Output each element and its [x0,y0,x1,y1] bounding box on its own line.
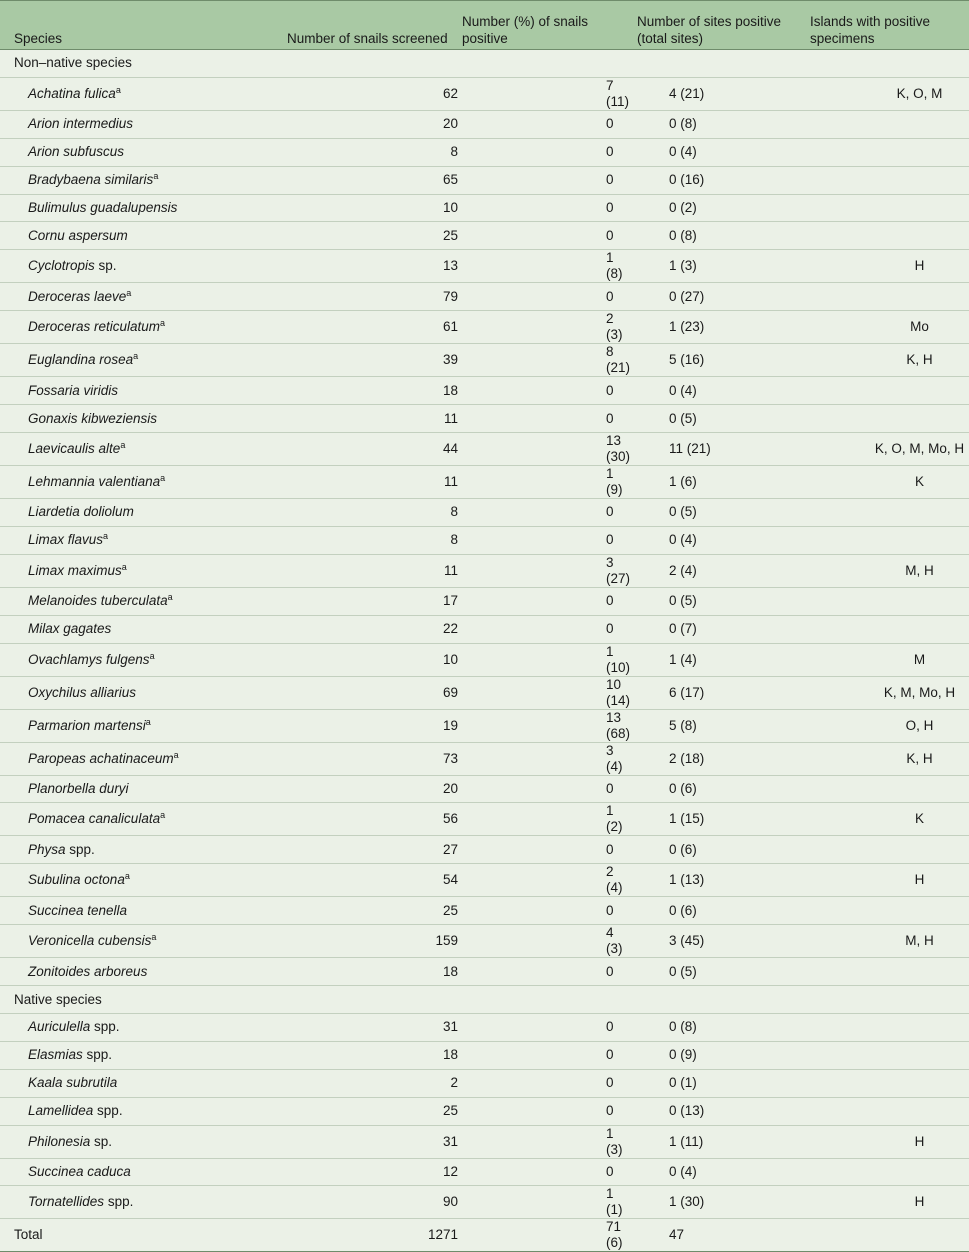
islands-cell [806,1041,969,1069]
species-cell [0,836,283,864]
header-positive: Number (%) of snails positive [458,1,633,50]
species-name: Planorbella duryi [28,781,129,797]
islands-cell: H [806,1125,969,1158]
table-row [0,1097,969,1125]
species-cell [0,1125,283,1158]
sites-cell: 5 (16) [633,344,806,377]
screened-cell: 2 [283,1069,458,1097]
sites-cell: 1 (15) [633,803,806,836]
positive-cell: 7 (11) [458,77,633,110]
islands-cell: M, H [806,554,969,587]
species-cell [0,742,283,775]
sites-cell: 0 (4) [633,138,806,166]
islands-cell [806,775,969,803]
sites-cell: 2 (4) [633,554,806,587]
positive-cell: 1 (8) [458,250,633,283]
positive-cell: 1 (3) [458,1125,633,1158]
species-cell [0,405,283,433]
islands-cell [806,1069,969,1097]
header-islands: Islands with positive specimens [806,1,969,50]
species-suffix: spp. [90,1019,120,1035]
sites-cell: 1 (4) [633,643,806,676]
sites-cell: 3 (45) [633,925,806,958]
positive-cell: 0 [458,775,633,803]
table-row [0,615,969,643]
islands-cell [806,377,969,405]
sites-cell: 0 (2) [633,194,806,222]
sites-cell: 6 (17) [633,676,806,709]
islands-cell: K [806,466,969,499]
screened-cell: 44 [283,433,458,466]
header-screened: Number of snails screened [283,1,458,50]
species-cell [0,138,283,166]
table-row [0,250,969,283]
screened-cell: 22 [283,615,458,643]
positive-cell: 1 (1) [458,1186,633,1219]
species-suffix: spp. [65,841,95,857]
species-cell [0,925,283,958]
sites-cell: 0 (8) [633,110,806,138]
sites-cell: 1 (11) [633,1125,806,1158]
group-label-nonnative: Non–native species [0,50,969,78]
species-name: Auriculella [28,1019,91,1035]
species-name: Deroceras laeve [28,288,127,304]
screened-cell: 54 [283,864,458,897]
table-row [0,803,969,836]
positive-cell: 3 (27) [458,554,633,587]
table-row [0,925,969,958]
species-name: Gonaxis kibweziensis [28,410,158,426]
table-row [0,709,969,742]
species-cell [0,803,283,836]
species-name: Pomacea canaliculata [28,811,161,827]
species-cell [0,222,283,250]
species-name: Oxychilus alliarius [28,684,137,700]
positive-cell: 0 [458,897,633,925]
species-name: Zonitoides arboreus [28,963,148,979]
species-cell [0,250,283,283]
islands-cell [806,526,969,554]
screened-cell: 13 [283,250,458,283]
footnote-marker: a [121,561,127,572]
total-row [0,1219,969,1252]
species-name: Lamellidea [28,1103,94,1119]
positive-cell: 0 [458,526,633,554]
table-row [0,1069,969,1097]
screened-cell: 65 [283,166,458,194]
screened-cell: 39 [283,344,458,377]
islands-cell: K [806,803,969,836]
table-row [0,311,969,344]
table-row [0,897,969,925]
sites-cell: 0 (4) [633,377,806,405]
footnote-marker: a [151,932,157,943]
screened-cell: 19 [283,709,458,742]
table-row [0,958,969,986]
table-row [0,643,969,676]
positive-cell: 0 [458,283,633,311]
sites-cell: 0 (5) [633,587,806,615]
table-row [0,77,969,110]
sites-cell: 0 (5) [633,499,806,527]
table-row [0,1186,969,1219]
sites-cell: 1 (23) [633,311,806,344]
islands-cell: H [806,1186,969,1219]
species-name: Limax flavus [28,532,104,548]
table-row [0,742,969,775]
species-name: Succinea tenella [28,902,128,918]
islands-cell [806,499,969,527]
footnote-marker: a [126,287,132,298]
screened-cell: 17 [283,587,458,615]
species-cell [0,77,283,110]
positive-cell: 0 [458,1014,633,1042]
species-suffix: sp. [90,1133,113,1149]
screened-cell: 61 [283,311,458,344]
table-row [0,166,969,194]
table-row [0,283,969,311]
positive-cell: 3 (4) [458,742,633,775]
islands-cell: M, H [806,925,969,958]
screened-cell: 73 [283,742,458,775]
sites-cell: 0 (7) [633,615,806,643]
species-cell [0,377,283,405]
species-name: Bradybaena similaris [28,172,154,188]
species-cell [0,283,283,311]
sites-cell: 4 (21) [633,77,806,110]
islands-cell [806,110,969,138]
species-suffix: spp. [93,1103,123,1119]
islands-cell: K, M, Mo, H [806,676,969,709]
species-cell [0,110,283,138]
screened-cell: 25 [283,1097,458,1125]
species-name: Philonesia [28,1133,91,1149]
footnote-marker: a [160,810,166,821]
table-row [0,526,969,554]
islands-cell [806,897,969,925]
sites-cell: 0 (13) [633,1097,806,1125]
positive-cell: 0 [458,166,633,194]
species-name: Ovachlamys fulgens [28,651,150,667]
header-sites: Number of sites positive (total sites) [633,1,806,50]
species-cell [0,166,283,194]
sites-cell: 0 (5) [633,958,806,986]
species-name: Arion intermedius [28,116,134,132]
footnote-marker: a [153,171,159,182]
species-cell [0,554,283,587]
islands-cell [806,138,969,166]
footnote-marker: a [133,351,139,362]
species-name: Paropeas achatinaceum [28,750,174,766]
group-label-native: Native species [0,986,969,1014]
group-row-nonnative [0,50,969,78]
sites-cell: 5 (8) [633,709,806,742]
screened-cell: 10 [283,194,458,222]
species-cell [0,1186,283,1219]
positive-cell: 2 (4) [458,864,633,897]
species-cell [0,615,283,643]
table-row [0,499,969,527]
islands-cell [806,222,969,250]
positive-cell: 0 [458,138,633,166]
islands-cell [806,283,969,311]
total-screened: 1271 [283,1219,458,1252]
screened-cell: 18 [283,1041,458,1069]
islands-cell [806,166,969,194]
species-name: Fossaria viridis [28,382,119,398]
positive-cell: 0 [458,405,633,433]
islands-cell [806,194,969,222]
footnote-marker: a [124,871,130,882]
islands-cell: K, H [806,344,969,377]
sites-cell: 0 (9) [633,1041,806,1069]
table-row [0,405,969,433]
species-cell [0,775,283,803]
screened-cell: 11 [283,554,458,587]
species-cell [0,1158,283,1186]
sites-cell: 0 (6) [633,836,806,864]
table-body [0,50,969,1252]
screened-cell: 8 [283,526,458,554]
screened-cell: 79 [283,283,458,311]
islands-cell: K, O, M [806,77,969,110]
table-row [0,587,969,615]
positive-cell: 0 [458,836,633,864]
islands-cell [806,1097,969,1125]
positive-cell: 0 [458,194,633,222]
species-cell [0,709,283,742]
species-name: Lehmannia valentiana [28,474,161,490]
positive-cell: 13 (30) [458,433,633,466]
screened-cell: 18 [283,958,458,986]
islands-cell [806,587,969,615]
table-row [0,1158,969,1186]
table-row [0,864,969,897]
sites-cell: 0 (5) [633,405,806,433]
islands-cell: Mo [806,311,969,344]
species-name: Physa [28,841,66,857]
islands-cell: H [806,250,969,283]
species-suffix: spp. [104,1194,134,1210]
sites-cell: 0 (27) [633,283,806,311]
positive-cell: 0 [458,377,633,405]
sites-cell: 0 (8) [633,222,806,250]
screened-cell: 11 [283,405,458,433]
sites-cell: 0 (6) [633,897,806,925]
header-species: Species [0,1,283,50]
species-name: Kaala subrutila [28,1075,118,1091]
positive-cell: 2 (3) [458,311,633,344]
species-cell [0,499,283,527]
footnote-marker: a [115,84,121,95]
species-cell [0,643,283,676]
islands-cell [806,615,969,643]
screened-cell: 25 [283,222,458,250]
species-cell [0,897,283,925]
islands-cell [806,405,969,433]
positive-cell: 0 [458,1097,633,1125]
footnote-marker: a [145,716,151,727]
positive-cell: 0 [458,1041,633,1069]
species-cell [0,676,283,709]
group-row-native [0,986,969,1014]
table-row [0,110,969,138]
positive-cell: 4 (3) [458,925,633,958]
footnote-marker: a [149,650,155,661]
footnote-marker: a [120,440,126,451]
species-cell [0,1069,283,1097]
sites-cell: 0 (1) [633,1069,806,1097]
screened-cell: 11 [283,466,458,499]
species-cell [0,526,283,554]
table-row [0,676,969,709]
species-cell [0,587,283,615]
positive-cell: 0 [458,1069,633,1097]
positive-cell: 1 (10) [458,643,633,676]
species-name: Elasmias [28,1047,83,1063]
total-label: Total [0,1219,283,1252]
positive-cell: 8 (21) [458,344,633,377]
species-cell [0,466,283,499]
sites-cell: 1 (30) [633,1186,806,1219]
screened-cell: 69 [283,676,458,709]
footnote-marker: a [173,749,179,760]
species-cell [0,1097,283,1125]
footnote-marker: a [160,318,166,329]
islands-cell [806,1014,969,1042]
species-name: Liardetia doliolum [28,504,134,520]
screened-cell: 18 [283,377,458,405]
footnote-marker: a [167,592,173,603]
table-row [0,344,969,377]
species-name: Parmarion martensi [28,717,146,733]
screened-cell: 62 [283,77,458,110]
species-name: Euglandina rosea [28,352,134,368]
species-name: Melanoides tuberculata [28,593,168,609]
positive-cell: 0 [458,587,633,615]
sites-cell: 0 (16) [633,166,806,194]
species-name: Achatina fulica [28,85,116,101]
total-sites: 47 [633,1219,806,1252]
screened-cell: 12 [283,1158,458,1186]
screened-cell: 20 [283,775,458,803]
positive-cell: 0 [458,1158,633,1186]
table-row [0,433,969,466]
sites-cell: 0 (6) [633,775,806,803]
species-name: Veronicella cubensis [28,933,152,949]
screened-cell: 56 [283,803,458,836]
positive-cell: 0 [458,499,633,527]
islands-cell: O, H [806,709,969,742]
islands-cell: K, H [806,742,969,775]
species-cell [0,311,283,344]
footnote-marker: a [160,473,166,484]
islands-cell: H [806,864,969,897]
species-cell [0,864,283,897]
positive-cell: 1 (2) [458,803,633,836]
species-cell [0,1014,283,1042]
positive-cell: 0 [458,958,633,986]
islands-cell [806,836,969,864]
species-name: Laevicaulis alte [28,441,121,457]
species-cell [0,1041,283,1069]
species-name: Deroceras reticulatum [28,319,161,335]
table-row [0,222,969,250]
total-positive: 71 (6) [458,1219,633,1252]
sites-cell: 0 (4) [633,526,806,554]
positive-cell: 10 (14) [458,676,633,709]
sites-cell: 1 (3) [633,250,806,283]
screened-cell: 31 [283,1014,458,1042]
table-row [0,377,969,405]
table-row [0,1125,969,1158]
sites-cell: 1 (13) [633,864,806,897]
islands-cell: K, O, M, Mo, H [806,433,969,466]
species-name: Arion subfuscus [28,144,125,160]
screened-cell: 27 [283,836,458,864]
sites-cell: 1 (6) [633,466,806,499]
screened-cell: 90 [283,1186,458,1219]
screened-cell: 20 [283,110,458,138]
species-name: Succinea caduca [28,1164,131,1180]
positive-cell: 0 [458,110,633,138]
species-name: Milax gagates [28,621,112,637]
screened-cell: 159 [283,925,458,958]
table-row [0,836,969,864]
species-cell [0,433,283,466]
positive-cell: 1 (9) [458,466,633,499]
positive-cell: 13 (68) [458,709,633,742]
sites-cell: 2 (18) [633,742,806,775]
species-name: Limax maximus [28,562,122,578]
species-cell [0,194,283,222]
islands-cell: M [806,643,969,676]
species-name: Subulina octona [28,872,125,888]
screened-cell: 31 [283,1125,458,1158]
table-row [0,775,969,803]
total-islands [806,1219,969,1252]
species-cell [0,344,283,377]
screened-cell: 25 [283,897,458,925]
species-name: Tornatellides [28,1194,105,1210]
sites-cell: 11 (21) [633,433,806,466]
table-row [0,1014,969,1042]
positive-cell: 0 [458,615,633,643]
islands-cell [806,958,969,986]
species-name: Bulimulus guadalupensis [28,200,178,215]
table-row [0,194,969,222]
table-row [0,1041,969,1069]
islands-cell [806,1158,969,1186]
positive-cell: 0 [458,222,633,250]
species-cell [0,958,283,986]
table-row [0,554,969,587]
sites-cell: 0 (4) [633,1158,806,1186]
table-row [0,138,969,166]
species-suffix: sp. [94,258,117,274]
screened-cell: 8 [283,499,458,527]
screened-cell: 8 [283,138,458,166]
species-name: Cornu aspersum [28,227,128,243]
species-suffix: spp. [82,1047,113,1063]
species-name: Cyclotropis [28,258,95,274]
screened-cell: 10 [283,643,458,676]
sites-cell: 0 (8) [633,1014,806,1042]
table-row [0,466,969,499]
table-header [0,1,969,50]
footnote-marker: a [103,531,109,542]
